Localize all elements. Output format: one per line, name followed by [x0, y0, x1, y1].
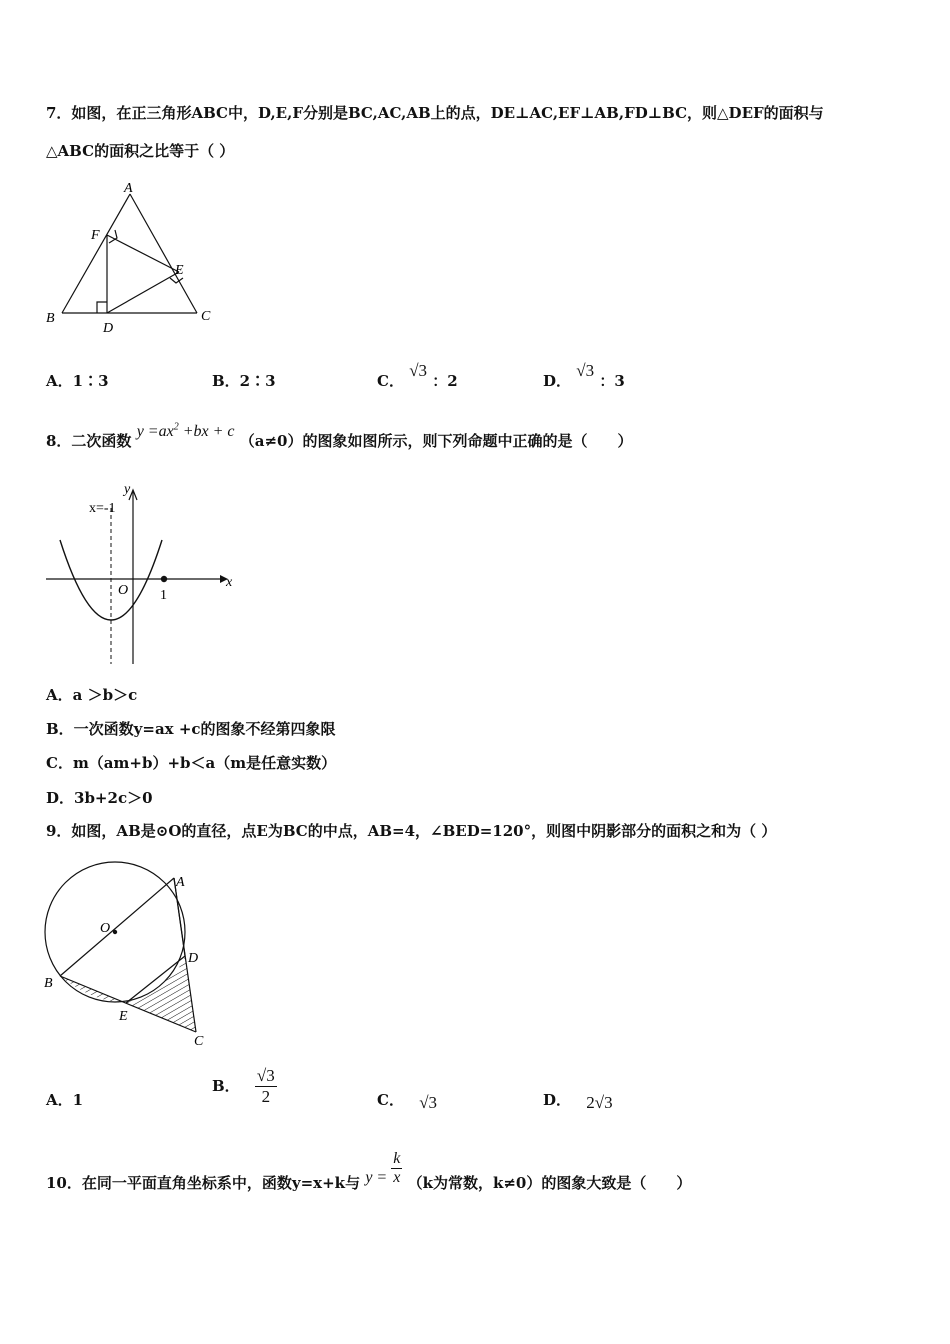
label-D: D [103, 321, 114, 336]
q9-label-E: E [119, 1009, 128, 1024]
q9-option-b-frac [255, 1066, 277, 1107]
q10-condition: （k为常数，k≠0）的图象大致是（ ） [407, 1174, 692, 1192]
q9-label-A: A [176, 875, 185, 890]
q8-stem [46, 421, 633, 451]
label-A: A [124, 181, 133, 196]
q7-option-a[interactable]: A．1∶3 [46, 372, 109, 390]
label-B: B [46, 311, 55, 326]
q8-formula-y: y =ax [136, 423, 174, 440]
q8-y-label: y [124, 482, 131, 497]
q8-formula-sup: 2 [173, 421, 179, 433]
q8-option-a[interactable]: A．a ＞b＞c [46, 686, 138, 704]
label-C: C [201, 309, 211, 324]
q9-option-b[interactable] [212, 1066, 277, 1107]
q9-option-d[interactable] [543, 1089, 613, 1110]
q9-option-b-num: √3 [256, 1066, 275, 1085]
q8-option-c[interactable]: C．m（am+b）+b＜a（m是任意实数） [46, 754, 337, 772]
q8-x-label: x [226, 575, 233, 590]
q7-option-c-sqrt: √3 [409, 361, 428, 380]
q7-option-c-tail: ：2 [432, 372, 458, 390]
q10-formula-num: k [393, 1150, 401, 1167]
q7-option-c[interactable] [377, 361, 458, 391]
q7-option-d-label: D． [543, 372, 572, 390]
q7-triangle-figure [40, 180, 220, 340]
q7-option-d-tail: ：3 [599, 372, 625, 390]
q8-formula [137, 423, 235, 440]
q10-stem [46, 1150, 692, 1192]
q9-option-d-val: 2√3 [586, 1093, 613, 1112]
q8-parabola-figure [40, 478, 250, 668]
q9-option-b-label: B． [212, 1076, 240, 1095]
q7-option-c-label: C． [377, 372, 404, 390]
q7-stem-line2: △ABC的面积之比等于（ ） [46, 142, 235, 160]
q7-stem-line1: 7．如图，在正三角形ABC中，D,E,F分别是BC,AC,AB上的点，DE⊥AC,EF⊥AB,FD⊥BC，则△DEF的面积与 [46, 104, 824, 122]
q8-formula-rest: +bx + c [178, 423, 235, 440]
q7-option-d-sqrt: √3 [576, 361, 595, 380]
q8-prefix: 8．二次函数 [46, 432, 132, 450]
q9-label-C: C [194, 1034, 204, 1049]
q8-one-label: 1 [160, 588, 167, 603]
q9-option-d-label: D． [543, 1091, 572, 1109]
q9-label-O: O [100, 921, 111, 936]
q8-axis-label: x=-1 [89, 501, 116, 516]
q7-option-d[interactable] [543, 361, 625, 391]
q8-condition: （a≠0）的图象如图所示，则下列命题中正确的是（ ） [239, 432, 633, 450]
q9-circle-figure [38, 852, 228, 1052]
q8-option-b[interactable]: B．一次函数y=ax +c的图象不经第四象限 [46, 720, 336, 738]
q9-option-b-den: 2 [261, 1087, 271, 1106]
q9-option-c-val: √3 [419, 1093, 438, 1112]
q9-option-a[interactable]: A．1 [46, 1091, 84, 1109]
q10-prefix: 10．在同一平面直角坐标系中，函数y=x+k与 [46, 1174, 361, 1192]
q9-label-B: B [44, 976, 53, 991]
q8-option-d[interactable]: D．3b+2c＞0 [46, 789, 153, 807]
q10-formula-den: x [393, 1169, 401, 1186]
label-F: F [91, 228, 100, 243]
q9-label-D: D [188, 951, 199, 966]
q8-origin-label: O [118, 583, 129, 598]
q9-stem: 9．如图，AB是⊙O的直径，点E为BC的中点，AB=4，∠BED=120°，则图中阴影部分的面积之和为（ ） [46, 822, 777, 840]
q9-option-c[interactable] [377, 1089, 437, 1110]
q7-option-b[interactable]: B．2∶3 [212, 372, 276, 390]
q10-formula-frac [391, 1150, 402, 1187]
q10-formula-y: y = [365, 1169, 388, 1187]
label-E: E [175, 263, 184, 278]
q9-option-c-label: C． [377, 1091, 404, 1109]
q10-formula [365, 1150, 402, 1187]
